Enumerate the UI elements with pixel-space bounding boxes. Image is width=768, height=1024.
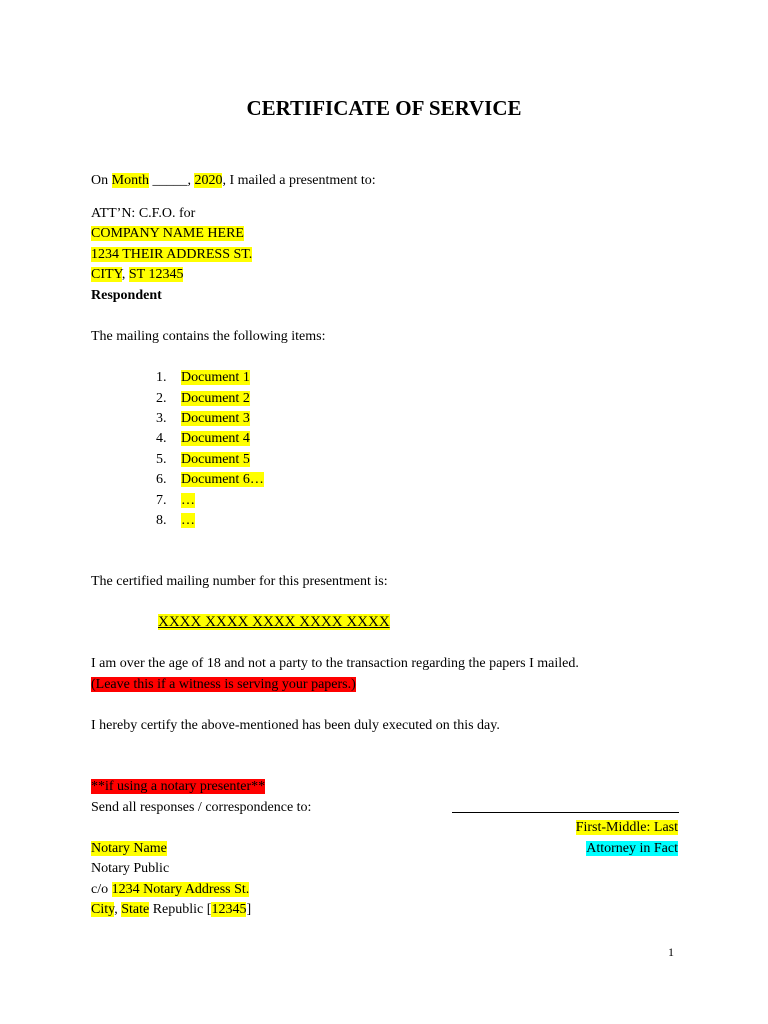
list-item-text: Document 4	[181, 431, 250, 446]
notary-note-text: **if using a notary presenter**	[91, 779, 266, 794]
list-item-number: 5.	[156, 452, 167, 467]
notary-city-line	[91, 901, 251, 918]
recipient-address	[91, 246, 252, 263]
list-item-number: 4.	[156, 431, 167, 446]
notary-state: State	[121, 902, 150, 917]
list-item-text: Document 6…	[181, 472, 264, 487]
list-item	[156, 451, 250, 468]
signature-name-text: First-Middle: Last	[575, 820, 678, 835]
list-item-number: 8.	[156, 513, 167, 528]
signature-name	[470, 819, 678, 836]
witness-note-text: (Leave this if a witness is serving your papers.)	[91, 677, 356, 692]
notary-title: Notary Public	[91, 861, 170, 876]
recipient-company-text: COMPANY NAME HERE	[91, 226, 244, 241]
list-item-number: 1.	[156, 370, 167, 385]
mailing-intro: The certified mailing number for this presentment is:	[91, 574, 388, 589]
recipient-city-line	[91, 266, 183, 283]
document-title: CERTIFICATE OF SERVICE	[246, 96, 522, 120]
recipient-company	[91, 225, 244, 242]
recipient-address-text: 1234 THEIR ADDRESS ST.	[91, 247, 253, 262]
intro-blank: _____,	[148, 173, 195, 188]
notary-address-line	[91, 881, 249, 898]
send-responses: Send all responses / correspondence to:	[91, 800, 312, 815]
notary-zip: 12345	[211, 902, 247, 917]
certify-statement: I hereby certify the above-mentioned has been duly executed on this day.	[91, 718, 500, 733]
intro-month: Month	[111, 173, 149, 188]
list-item	[156, 471, 264, 488]
notary-co-prefix: c/o	[91, 882, 112, 897]
mailing-number	[158, 614, 390, 631]
notary-note	[91, 778, 265, 795]
list-item-text: …	[181, 513, 195, 528]
items-intro: The mailing contains the following items:	[91, 329, 326, 344]
notary-republic: Republic [	[149, 902, 212, 917]
page-number: 1	[668, 945, 674, 959]
recipient-attn: ATT’N: C.F.O. for	[91, 206, 196, 221]
recipient-state-zip: ST 12345	[128, 267, 184, 282]
notary-name-text: Notary Name	[91, 841, 167, 856]
signature-line	[452, 812, 679, 813]
witness-note	[91, 676, 356, 693]
list-item	[156, 369, 250, 386]
list-item	[156, 512, 195, 529]
list-item-text: Document 2	[181, 391, 250, 406]
signature-title	[470, 840, 678, 857]
notary-name	[91, 840, 167, 857]
intro-prefix: On	[91, 173, 112, 188]
age-statement: I am over the age of 18 and not a party to the transaction regarding the papers I mailed.	[91, 656, 579, 671]
list-item	[156, 390, 250, 407]
recipient-city-sep: ,	[121, 267, 129, 282]
list-item-text: Document 1	[181, 370, 250, 385]
list-item	[156, 430, 250, 447]
signature-title-text: Attorney in Fact	[586, 841, 678, 856]
list-item	[156, 410, 250, 427]
intro-year: 2020	[194, 173, 223, 188]
list-item-text: Document 3	[181, 411, 250, 426]
intro-line	[91, 172, 376, 189]
notary-address: 1234 Notary Address St.	[111, 882, 250, 897]
list-item	[156, 492, 195, 509]
list-item-number: 3.	[156, 411, 167, 426]
recipient-role: Respondent	[91, 288, 162, 303]
recipient-city: CITY	[91, 267, 122, 282]
list-item-text: Document 5	[181, 452, 250, 467]
list-item-number: 2.	[156, 391, 167, 406]
list-item-text: …	[181, 493, 195, 508]
notary-sep: ,	[114, 902, 122, 917]
notary-close: ]	[246, 902, 252, 917]
list-item-number: 7.	[156, 493, 167, 508]
list-item-number: 6.	[156, 472, 167, 487]
mailing-number-text: XXXX XXXX XXXX XXXX XXXX	[158, 614, 390, 630]
notary-city: City	[91, 902, 115, 917]
intro-suffix: , I mailed a presentment to:	[222, 173, 376, 188]
